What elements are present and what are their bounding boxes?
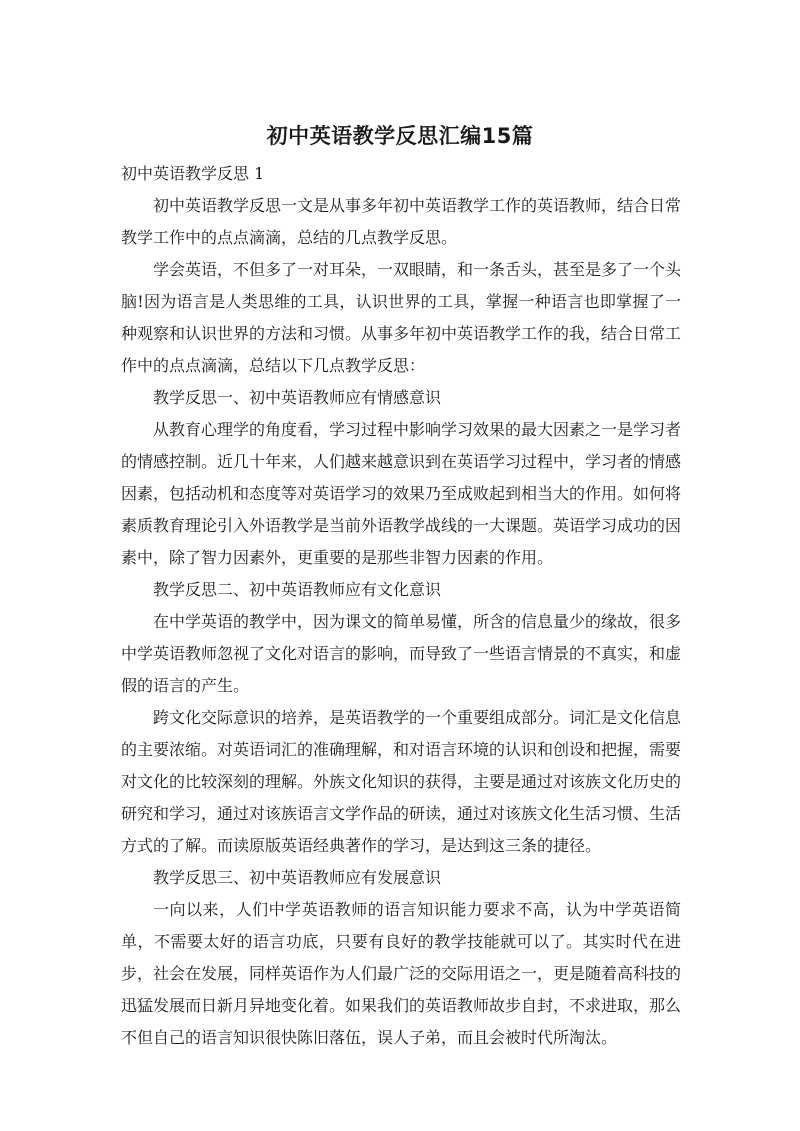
- section-subtitle: 初中英语教学反思 1: [121, 164, 265, 183]
- paragraph-culture-1: 在中学英语的教学中，因为课文的简单易懂，所含的信息量少的缘故，很多中学英语教师忽视了文化对语言的影响，而导致了一些语言情景的不真实，和虚假的语言的产生。: [121, 612, 682, 695]
- document-title: 初中英语教学反思汇编15篇: [266, 124, 534, 148]
- heading-reflection-2: 教学反思二、初中英语教师应有文化意识: [153, 580, 442, 599]
- paragraph-intro: 初中英语教学反思一文是从事多年初中英语教学工作的英语教师，结合日常教学工作中的点点滴滴，总结的几点教学反思。: [121, 196, 682, 247]
- paragraph-development: 一向以来，人们中学英语教师的语言知识能力要求不高，认为中学英语简单，不需要太好的语言功底，只要有良好的教学技能就可以了。其实时代在进步，社会在发展，同样英语作为人们最广泛的交际用语之一，更是随着高科技的迅猛发展而日新月异地变化着。如果我们的英语教师故步自封，不求进取，那么不但自己的语言知识很快陈旧落伍，误人子弟，而且会被时代所淘汰。: [121, 900, 682, 1047]
- paragraph-culture-2: 跨文化交际意识的培养，是英语教学的一个重要组成部分。词汇是文化信息的主要浓缩。对英语词汇的准确理解，和对语言环境的认识和创设和把握，需要对文化的比较深刻的理解。外族文化知识的获得，主要是通过对该族文化历史的研究和学习，通过对该族语言文学作品的研读，通过对该族文化生活习惯、生活方式的了解。而读原版英语经典著作的学习，是达到这三条的捷径。: [121, 708, 682, 855]
- heading-reflection-1: 教学反思一、初中英语教师应有情感意识: [153, 388, 442, 407]
- paragraph-learning-english: 学会英语，不但多了一对耳朵，一双眼睛，和一条舌头，甚至是多了一个头脑!因为语言是人类思维的工具，认识世界的工具，掌握一种语言也即掌握了一种观察和认识世界的方法和习惯。从事多年初中英语教学工作的我，结合日常工作中的点点滴滴，总结以下几点教学反思：: [121, 260, 682, 375]
- paragraph-emotion: 从教育心理学的角度看，学习过程中影响学习效果的最大因素之一是学习者的情感控制。近几十年来，人们越来越意识到在英语学习过程中，学习者的情感因素，包括动机和态度等对英语学习的效果乃至成败起到相当大的作用。如何将素质教育理论引入外语教学是当前外语教学战线的一大课题。英语学习成功的因素中，除了智力因素外，更重要的是那些非智力因素的作用。: [121, 420, 682, 567]
- heading-reflection-3: 教学反思三、初中英语教师应有发展意识: [153, 868, 442, 887]
- document-body: [121, 158, 681, 1054]
